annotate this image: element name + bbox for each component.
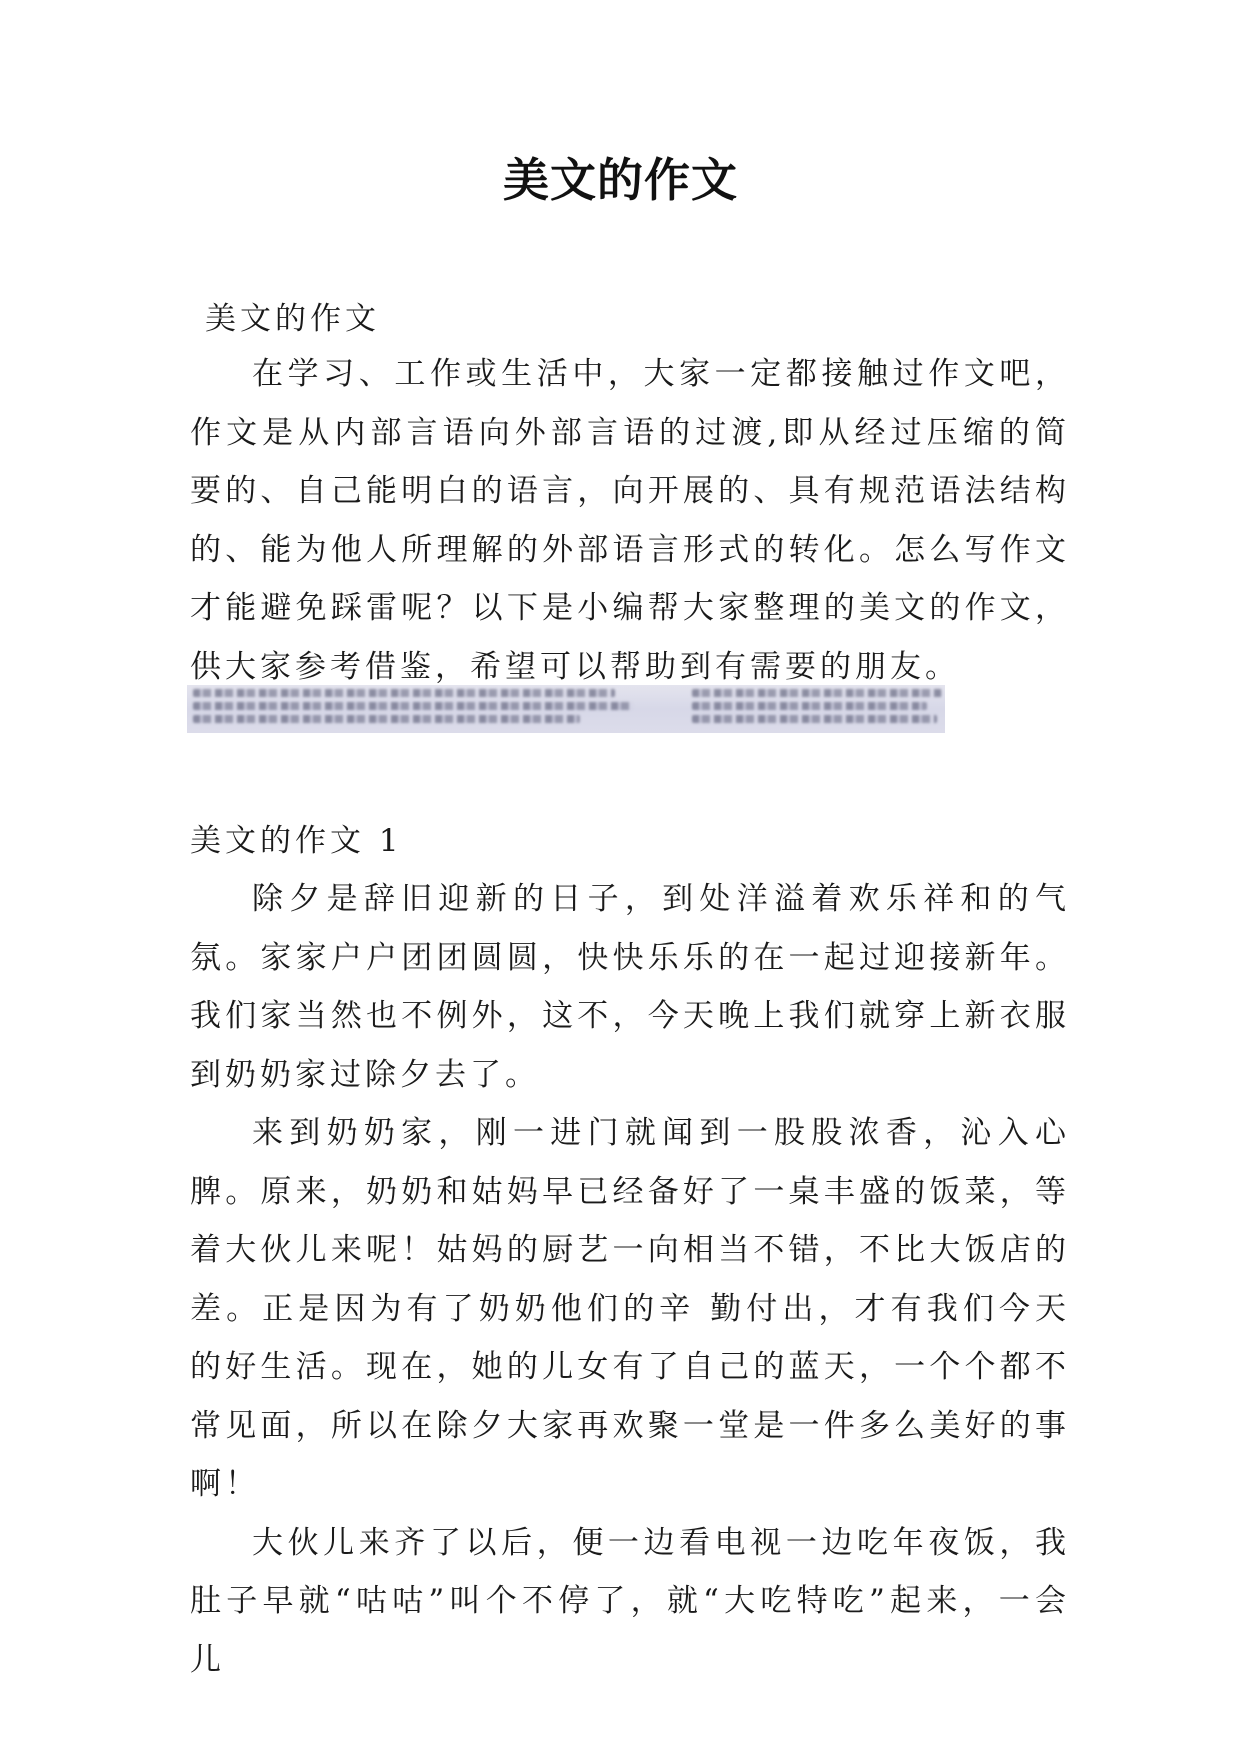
intro-paragraph: 在学习、工作或生活中，大家一定都接触过作文吧，作文是从内部言语向外部言语的过渡,即从经过压缩的简要的、自己能明白的语言，向开展的、具有规范语法结构的、能为他人所理解的外部语言形式的转化。怎么写作文才能避免踩雷呢？以下是小编帮大家整理的美文的作文，供大家参考借鉴，希望可以帮助到有需要的朋友。 bbox=[190, 356, 1070, 685]
section-body bbox=[190, 870, 1070, 1689]
document-title: 美文的作文 bbox=[503, 153, 738, 207]
section-paragraph-2: 来到奶奶家，刚一进门就闻到一股股浓香，沁入心脾。原来，奶奶和姑妈早已经备好了一桌丰盛的饭菜，等着大伙儿来呢！姑妈的厨艺一向相当不错，不比大饭店的差。正是因为有了奶奶他们的辛 勤付出，才有我们今天的好生活。现在，她的儿女有了自己的蓝天，一个个都不常见面，所以在除夕大家再欢聚一堂是一件多么美好的事啊！ bbox=[190, 1115, 1070, 1502]
section-paragraph-3: 大伙儿来齐了以后，便一边看电视一边吃年夜饭，我肚子早就“咕咕”叫个不停了，就“大吃特吃”起来，一会儿 bbox=[190, 1524, 1070, 1678]
newspaper-column-left bbox=[193, 689, 633, 729]
newspaper-column-right bbox=[692, 689, 942, 729]
document-subtitle: 美文的作文 bbox=[205, 301, 380, 337]
intro-block bbox=[190, 345, 1070, 696]
section-heading: 美文的作文 1 bbox=[190, 823, 403, 859]
newspaper-image bbox=[187, 685, 945, 733]
section-paragraph-1: 除夕是辞旧迎新的日子，到处洋溢着欢乐祥和的气氛。家家户户团团圆圆，快快乐乐的在一起过迎接新年。我们家当然也不例外，这不，今天晚上我们就穿上新衣服到奶奶家过除夕去了。 bbox=[190, 881, 1070, 1093]
